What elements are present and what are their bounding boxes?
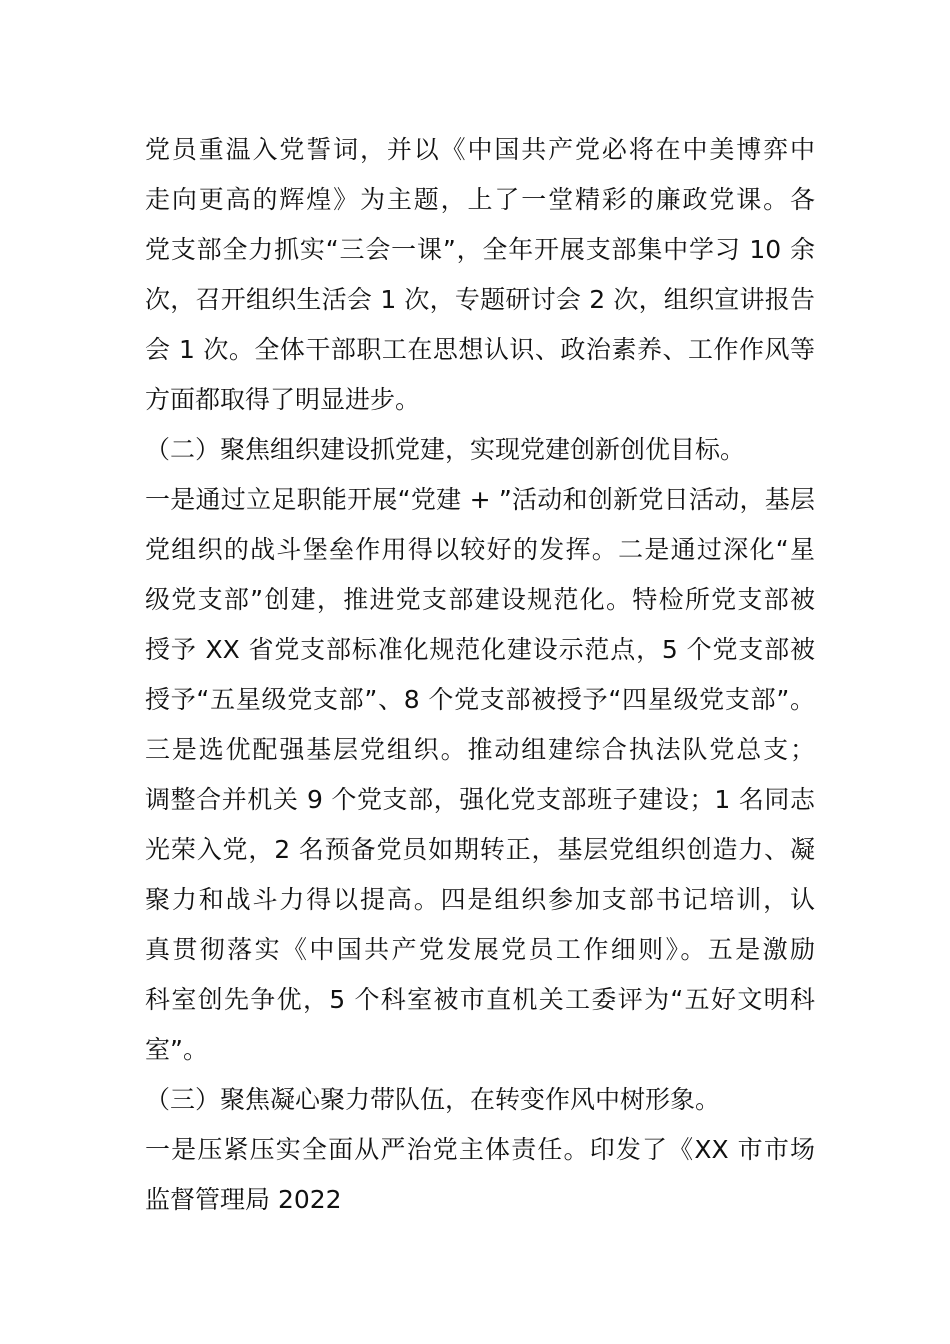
text-line: 授予“五星级党支部”、8 个党支部被授予“四星级党支部”。 bbox=[145, 685, 815, 714]
text-line: 党员重温入党誓词，并以《中国共产党必将在中美博弈中 bbox=[145, 135, 815, 164]
text-line: 党组织的战斗堡垒作用得以较好的发挥。二是通过深化“星 bbox=[145, 535, 815, 564]
text-line: 级党支部”创建，推进党支部建设规范化。特检所党支部被 bbox=[145, 585, 815, 614]
text-line: 次，召开组织生活会 1 次，专题研讨会 2 次，组织宣讲报告 bbox=[145, 285, 815, 314]
text-line: 室”。 bbox=[145, 1035, 208, 1064]
text-line: 真贯彻落实《中国共产党发展党员工作细则》。五是激励 bbox=[145, 935, 815, 964]
text-line: 聚力和战斗力得以提高。四是组织参加支部书记培训，认 bbox=[145, 885, 815, 914]
text-line: 走向更高的辉煌》为主题，上了一堂精彩的廉政党课。各 bbox=[145, 185, 815, 214]
text-line: 光荣入党，2 名预备党员如期转正，基层党组织创造力、凝 bbox=[145, 835, 815, 864]
text-line: 一是压紧压实全面从严治党主体责任。印发了《XX 市市场 bbox=[145, 1135, 815, 1164]
text-line: 调整合并机关 9 个党支部，强化党支部班子建设；1 名同志 bbox=[145, 785, 815, 814]
text-line: 方面都取得了明显进步。 bbox=[145, 385, 421, 414]
text-line: 一是通过立足职能开展“党建 + ”活动和创新党日活动，基层 bbox=[145, 485, 815, 514]
text-line: 党支部全力抓实“三会一课”，全年开展支部集中学习 10 余 bbox=[145, 235, 815, 264]
text-line: 会 1 次。全体干部职工在思想认识、政治素养、工作作风等 bbox=[145, 335, 815, 364]
text-line: 监督管理局 2022 bbox=[145, 1185, 342, 1214]
text-line: 三是选优配强基层党组织。推动组建综合执法队党总支； bbox=[145, 735, 815, 764]
body-text bbox=[145, 125, 815, 1225]
text-line: 科室创先争优，5 个科室被市直机关工委评为“五好文明科 bbox=[145, 985, 815, 1014]
section-heading: （二）聚焦组织建设抓党建，实现党建创新创优目标。 bbox=[145, 435, 746, 464]
text-line: 授予 XX 省党支部标准化规范化建设示范点，5 个党支部被 bbox=[145, 635, 815, 664]
section-heading: （三）聚焦凝心聚力带队伍，在转变作风中树形象。 bbox=[145, 1085, 721, 1114]
